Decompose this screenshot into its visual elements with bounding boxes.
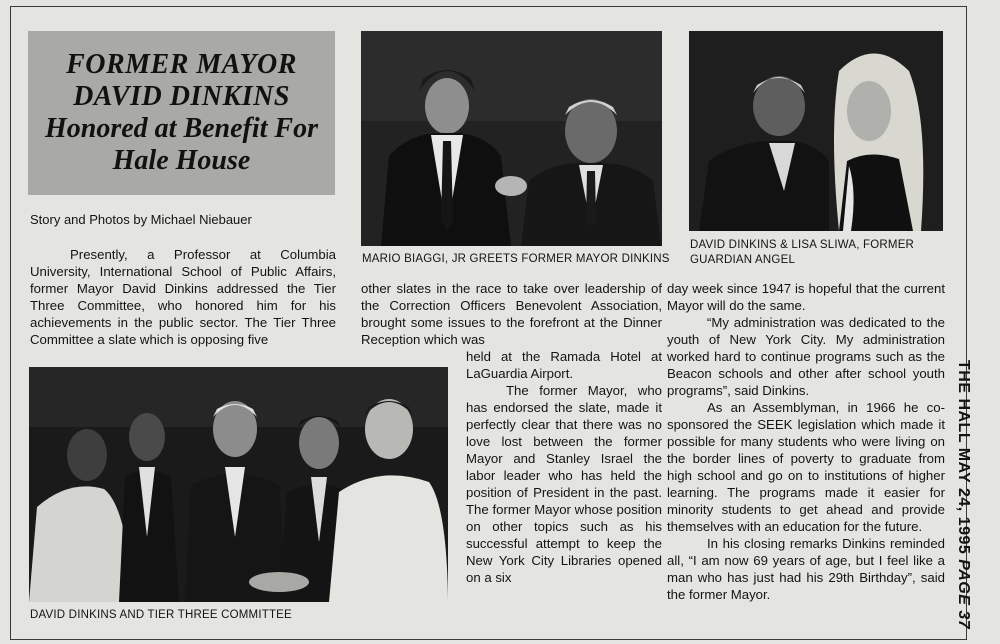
headline-line-2: DAVID DINKINS <box>73 81 290 112</box>
headline-box <box>28 31 335 195</box>
caption-photo-3: DAVID DINKINS AND TIER THREE COMMITTEE <box>30 609 292 621</box>
photo-biaggi-dinkins <box>361 31 662 246</box>
article-column-1 <box>30 246 336 348</box>
paragraph: held at the Ramada Hotel at LaGuardia Airport. <box>466 349 662 381</box>
photo-dinkins-sliwa <box>689 31 943 231</box>
caption-photo-1: MARIO BIAGGI, JR GREETS FORMER MAYOR DINKINS <box>362 253 670 265</box>
running-head <box>954 360 972 629</box>
paragraph: other slates in the race to take over leadership of the Correction Officers Benevolent Association, brought some issues to the forefront at the Dinner Reception which was <box>361 281 662 347</box>
headline-line-3: Honored at Benefit For <box>44 113 318 144</box>
headline-line-4: Hale House <box>112 145 251 176</box>
byline: Story and Photos by Michael Niebauer <box>30 212 252 227</box>
article-column-2-bottom <box>466 348 662 586</box>
paragraph: Presently, a Professor at Columbia University, International School of Public Affairs, former Mayor David Dinkins addressed the Tier Three Committee, who honored him for his achievements in the public sector. The Tier Three Committee a slate which is opposing five <box>30 247 336 347</box>
paragraph: “My administration was dedicated to the youth of New York City. My administration worked hard to continue programs such as the Beacon schools and other after school youth programs”, said Dinkins. <box>667 315 945 398</box>
article-column-2-top <box>361 280 662 348</box>
caption-photo-2 <box>690 238 950 268</box>
caption-photo-2-line-1: DAVID DINKINS & LISA SLIWA, FORMER <box>690 239 915 251</box>
issue-date: MAY 24, 1995 <box>955 447 972 555</box>
caption-photo-2-line-2: GUARDIAN ANGEL <box>690 254 796 266</box>
paragraph: In his closing remarks Dinkins reminded all, “I am now 69 years of age, but I feel like a man who has just had his 29th Birthday”, said the former Mayor. <box>667 536 945 602</box>
paragraph: The former Mayor, who has endorsed the slate, made it perfectly clear that there was no love lost between the former Mayor and Stanley Israel the labor leader who has held the position of President in the past. The former Mayor whose position on other topics such as his successful attempt to keep the New York City Libraries opened on a six <box>466 383 662 585</box>
article-column-3 <box>667 280 945 603</box>
page-number: PAGE 37 <box>955 559 972 630</box>
paragraph: As an Assemblyman, in 1966 he co-sponsored the SEEK legislation which made it possible for many students who were living on the border lines of poverty to graduate from high school and go on to institutions of higher learning. The programs made it easier for minority students to get ahead and provide themselves with an education for the future. <box>667 400 945 534</box>
paragraph: day week since 1947 is hopeful that the current Mayor will do the same. <box>667 281 945 313</box>
headline-line-1: FORMER MAYOR <box>66 49 297 80</box>
publication-name: THE HALL <box>955 360 972 443</box>
photo-tier-three-committee <box>29 367 448 602</box>
